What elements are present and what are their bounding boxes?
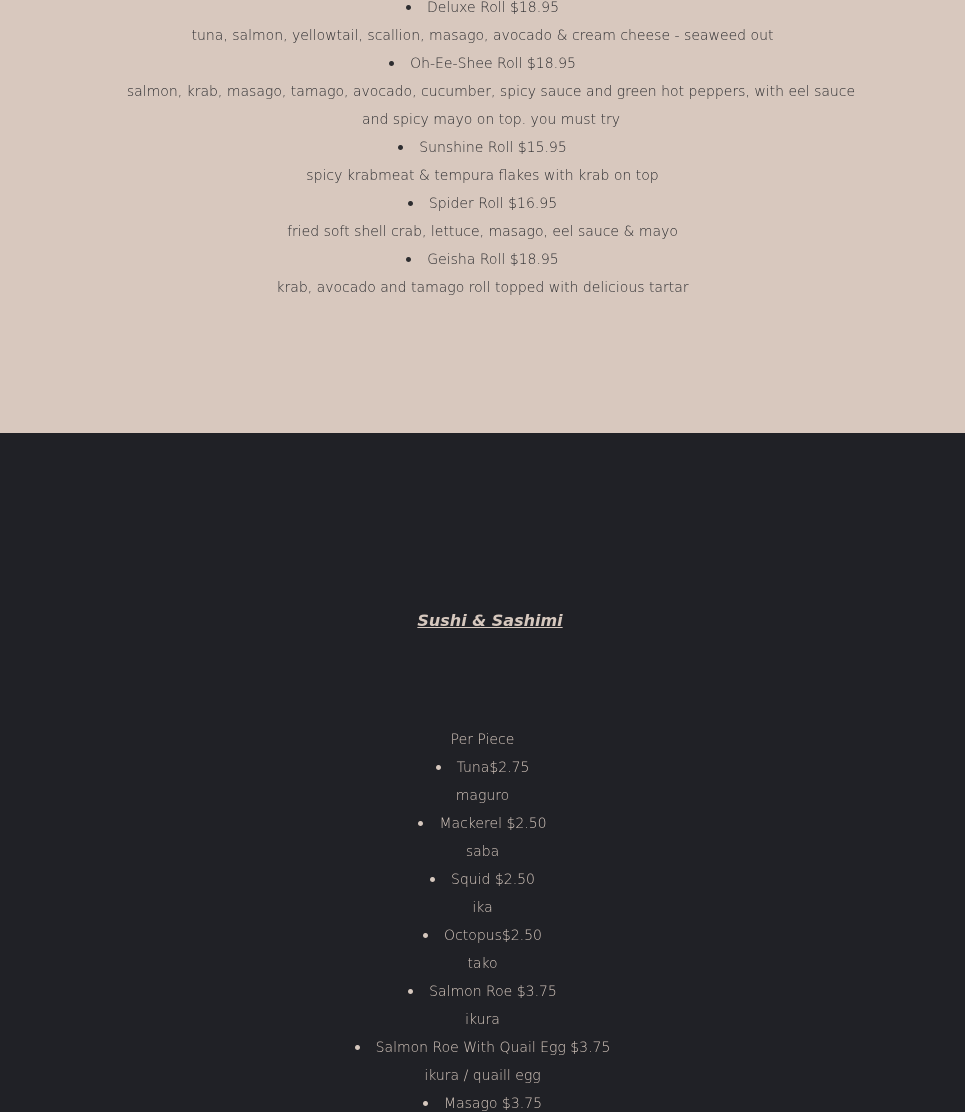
bullet-icon <box>406 257 411 262</box>
bullet-icon <box>406 5 411 10</box>
bullet-icon <box>423 933 428 938</box>
item-name: Geisha Roll $18.95 <box>427 252 559 268</box>
menu-item-deluxe-roll <box>0 0 965 22</box>
bullet-icon <box>418 821 423 826</box>
bullet-icon <box>423 1101 428 1106</box>
item-name: Sunshine Roll $15.95 <box>419 140 567 156</box>
roll-menu-section <box>0 0 965 433</box>
menu-item-sunshine-roll <box>0 134 965 162</box>
menu-item-geisha-roll <box>0 246 965 274</box>
item-name: Salmon Roe With Quail Egg $3.75 <box>375 1040 611 1056</box>
bullet-icon <box>430 877 435 882</box>
menu-item-mackerel <box>0 810 965 838</box>
item-name: Squid $2.50 <box>451 872 535 888</box>
item-name: Spider Roll $16.95 <box>428 196 558 212</box>
item-description: salmon, krab, masago, tamago, avocado, cucumber, spicy sauce and green hot peppers, with eel sauce and spicy mayo on top. you must try <box>126 84 856 128</box>
bullet-icon <box>389 61 394 66</box>
menu-item-oh-ee-shee-roll <box>0 50 965 78</box>
item-name: Tuna$2.75 <box>456 760 530 776</box>
item-description: spicy krabmeat & tempura flakes with krab on top <box>306 168 659 184</box>
bullet-icon <box>408 201 413 206</box>
item-description: krab, avocado and tamago roll topped with delicious tartar <box>276 280 689 296</box>
item-name: Octopus$2.50 <box>444 928 542 944</box>
item-name: Oh-Ee-Shee Roll $18.95 <box>410 56 576 72</box>
item-description: fried soft shell crab, lettuce, masago, eel sauce & mayo <box>287 224 678 240</box>
menu-item-tuna <box>0 754 965 782</box>
bullet-icon <box>355 1045 360 1050</box>
item-japanese-name: maguro <box>455 788 510 804</box>
bullet-icon <box>398 145 403 150</box>
menu-item-octopus <box>0 922 965 950</box>
item-japanese-name: ikura <box>465 1012 500 1028</box>
item-japanese-name: tako <box>467 956 498 972</box>
bullet-icon <box>436 765 441 770</box>
menu-item-spider-roll <box>0 190 965 218</box>
sushi-sashimi-section <box>0 433 965 1112</box>
item-name: Deluxe Roll $18.95 <box>427 0 559 16</box>
section-title: Sushi & Sashimi <box>417 611 563 630</box>
item-name: Salmon Roe $3.75 <box>429 984 557 1000</box>
menu-item-masago <box>0 1090 965 1112</box>
menu-item-salmon-roe-quail-egg <box>0 1034 965 1062</box>
item-name: Masago $3.75 <box>443 1096 543 1112</box>
item-japanese-name: ikura / quaill egg <box>424 1068 541 1084</box>
menu-item-squid <box>0 866 965 894</box>
item-japanese-name: saba <box>465 844 500 860</box>
bullet-icon <box>408 989 413 994</box>
item-name: Mackerel $2.50 <box>439 816 547 832</box>
per-piece-label: Per Piece <box>450 732 515 748</box>
menu-item-salmon-roe <box>0 978 965 1006</box>
item-description: tuna, salmon, yellowtail, scallion, masago, avocado & cream cheese - seaweed out <box>191 28 774 44</box>
item-japanese-name: ika <box>472 900 493 916</box>
